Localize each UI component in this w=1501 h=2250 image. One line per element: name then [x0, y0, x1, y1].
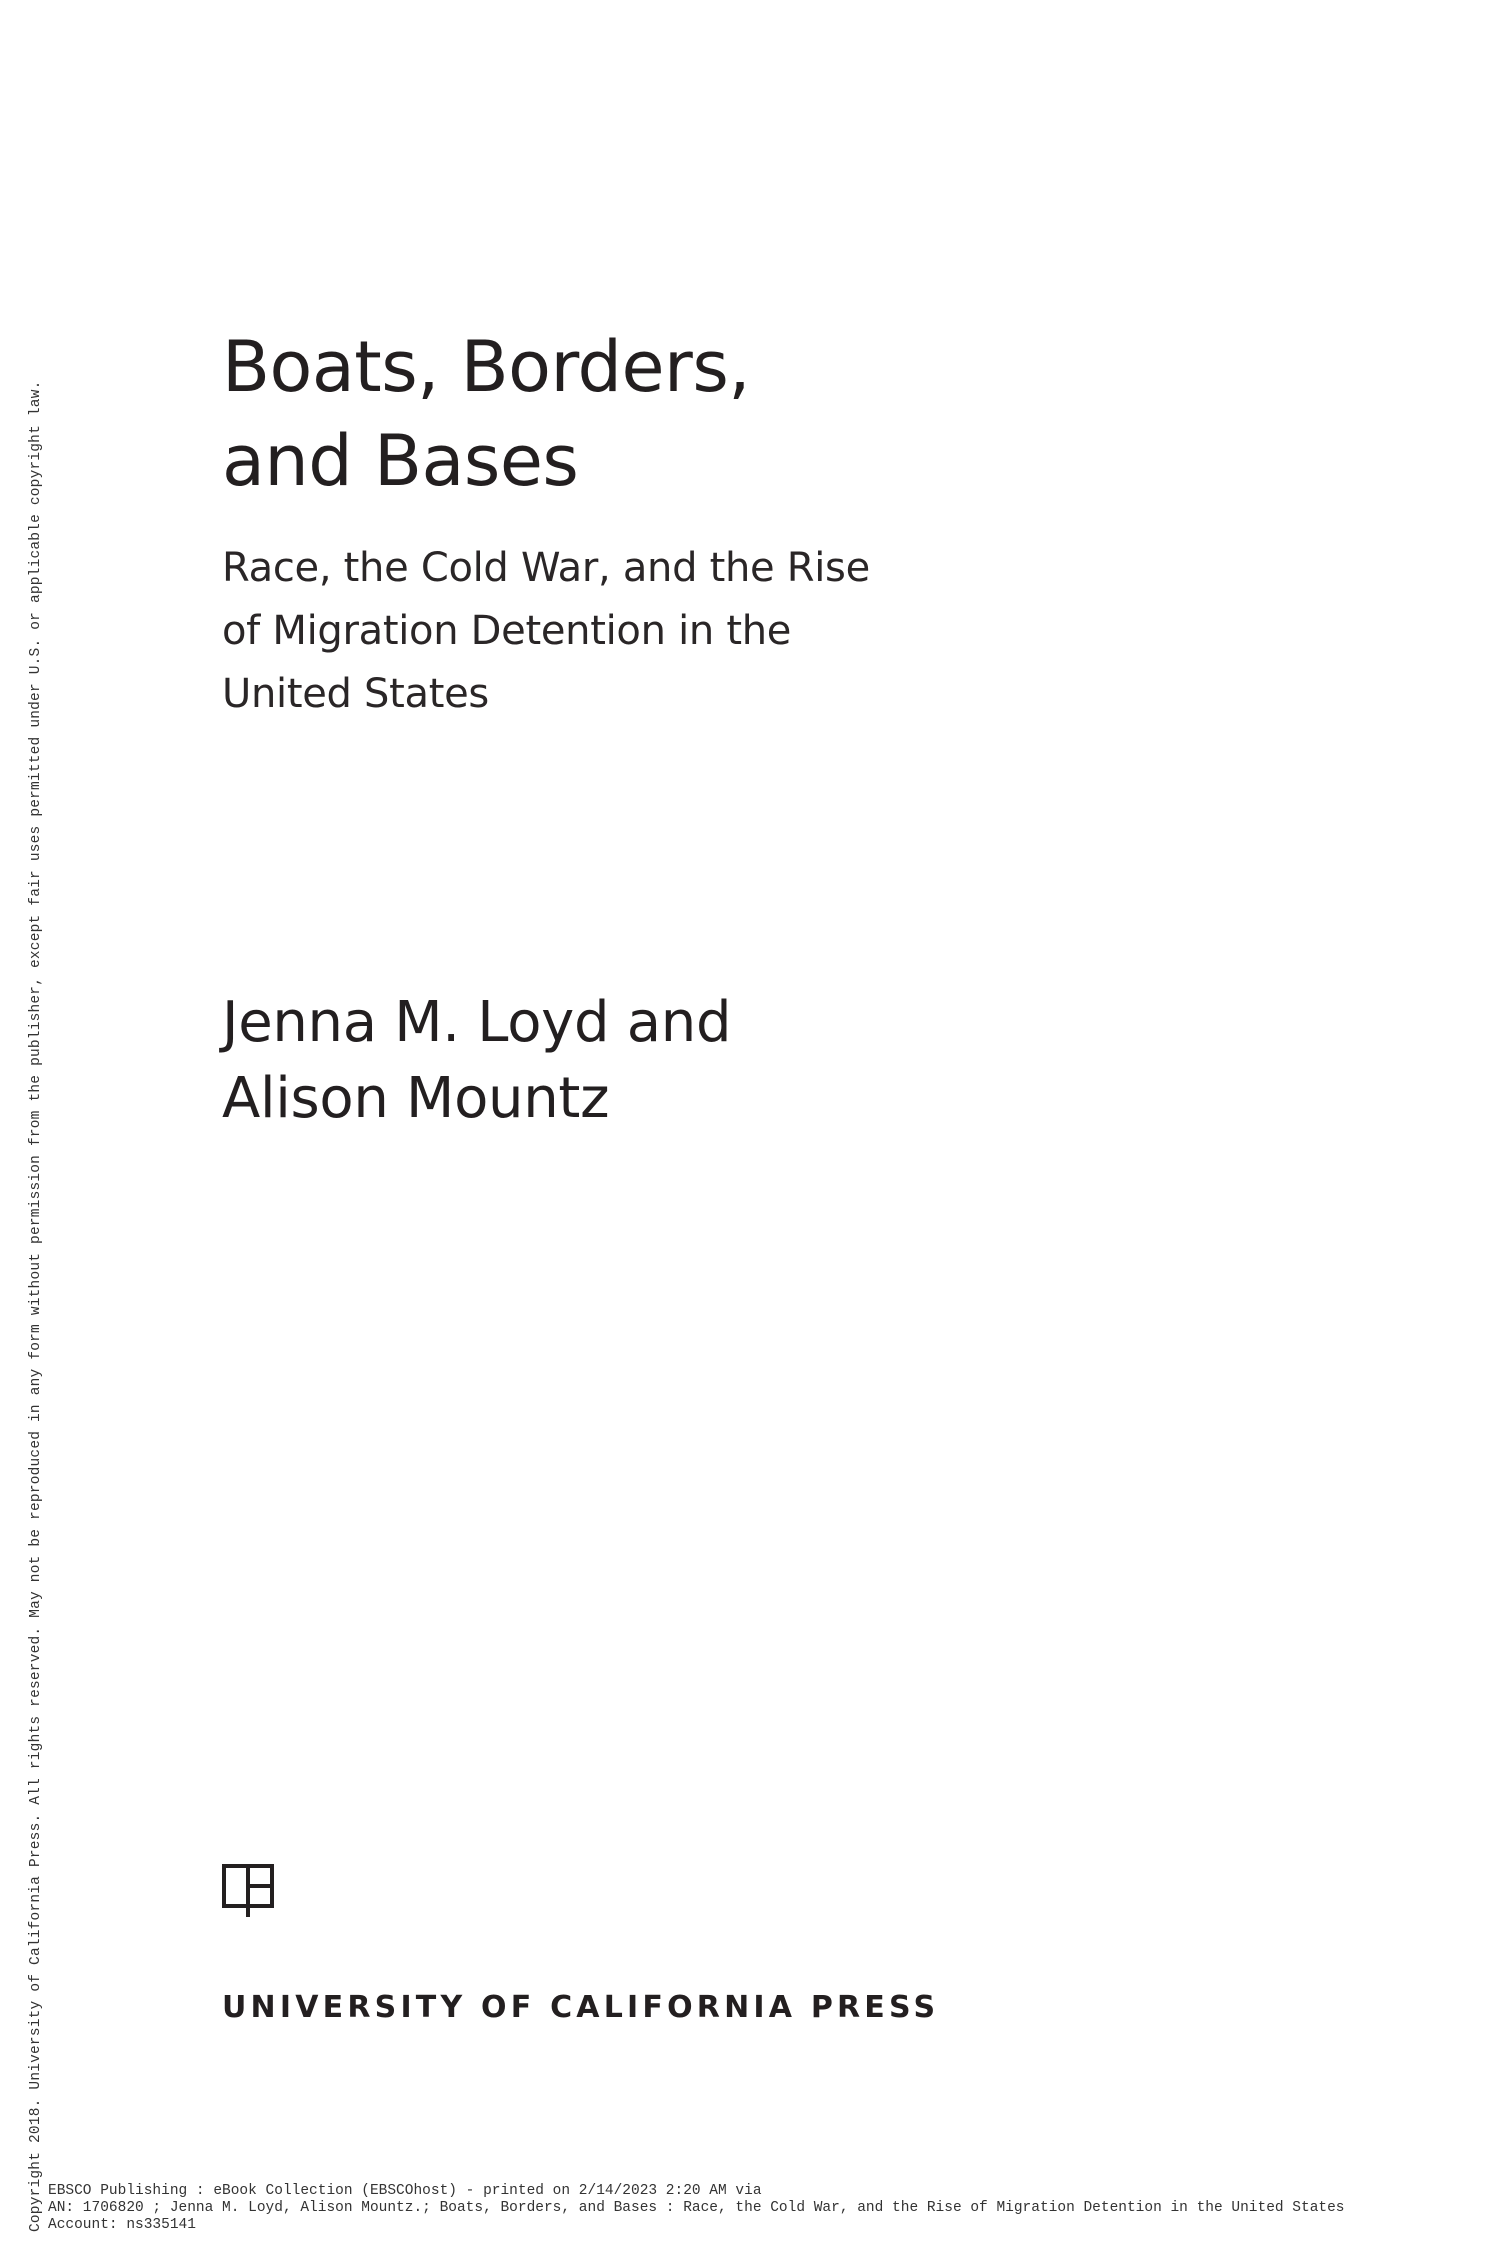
side-copyright-notice: Copyright 2018. University of California Press. All rights reserved. May not be reproduced in any form without permission from the publisher, except fair uses permitted under U.S. or applicable copyright law.: [28, 380, 44, 2232]
book-authors: [222, 985, 982, 1137]
book-subtitle-line: Race, the Cold War, and the Rise: [222, 545, 870, 591]
footer-print-line: EBSCO Publishing : eBook Collection (EBSCOhost) - printed on 2/14/2023 2:20 AM via: [48, 2183, 762, 2199]
ucpress-logo-icon: [222, 1864, 274, 1920]
ebsco-footer: [48, 2183, 1345, 2234]
footer-an-line: AN: 1706820 ; Jenna M. Loyd, Alison Mountz.; Boats, Borders, and Bases : Race, the Cold War, and the Rise of Migration Detention in the United States: [48, 2200, 1345, 2216]
book-title: [222, 320, 942, 508]
publisher-name: UNIVERSITY OF CALIFORNIA PRESS: [222, 1990, 940, 2025]
book-subtitle-line: United States: [222, 671, 489, 717]
book-subtitle-line: of Migration Detention in the: [222, 608, 792, 654]
book-subtitle: [222, 537, 982, 726]
book-title-line: Boats, Borders,: [222, 326, 751, 408]
author-line: Alison Mountz: [222, 1066, 610, 1131]
book-title-line: and Bases: [222, 420, 579, 502]
author-line: Jenna M. Loyd and: [222, 990, 732, 1055]
footer-account-line: Account: ns335141: [48, 2217, 196, 2233]
